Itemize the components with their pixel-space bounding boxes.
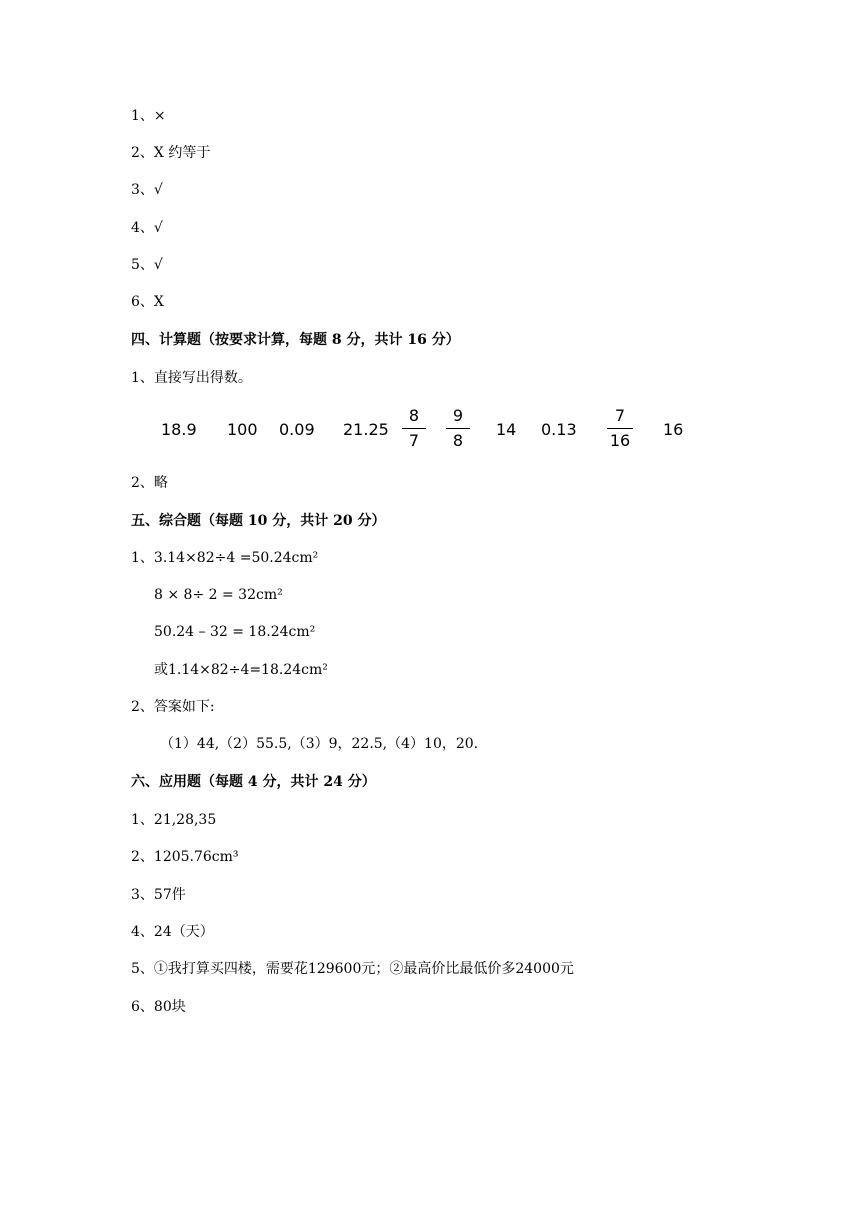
judge-item-1: 1、× xyxy=(131,108,166,124)
section-6-item: 6、80块 xyxy=(131,999,186,1015)
answer-value: 0.13 xyxy=(541,420,577,439)
fraction-denominator: 7 xyxy=(408,431,420,450)
section-5-q1-line: 1、3.14×82÷4 =50.24cm² xyxy=(131,550,319,566)
judge-item-4: 4、√ xyxy=(131,220,163,236)
section-6-item: 4、24（天） xyxy=(131,924,214,940)
fraction xyxy=(607,406,633,451)
section-5-title: 五、综合题（每题 10 分，共计 20 分） xyxy=(131,513,386,529)
fraction-numerator: 7 xyxy=(607,406,633,429)
answer-row xyxy=(0,406,865,456)
judge-item-6: 6、X xyxy=(131,294,164,310)
answer-value: 18.9 xyxy=(161,420,197,439)
section-5-q1-line: 50.24 – 32 = 18.24cm² xyxy=(154,624,316,640)
judge-item-5: 5、√ xyxy=(131,257,163,273)
section-6-item: 5、①我打算买四楼，需要花129600元；②最高价比最低价多24000元 xyxy=(131,961,574,977)
section-5-q2: 2、答案如下: xyxy=(131,699,215,715)
fraction-numerator: 8 xyxy=(402,406,426,429)
section-5-q2-answer: （1）44,（2）55.5,（3）9，22.5,（4）10，20. xyxy=(160,736,479,752)
judge-item-3: 3、√ xyxy=(131,182,163,198)
fraction xyxy=(446,406,470,451)
answer-value: 100 xyxy=(227,420,258,439)
section-6-item: 1、21,28,35 xyxy=(131,812,217,828)
answer-value: 16 xyxy=(663,420,684,439)
answer-value: 14 xyxy=(496,420,517,439)
section-4-q1: 1、直接写出得数。 xyxy=(131,370,252,386)
fraction-denominator: 8 xyxy=(452,431,464,450)
fraction-numerator: 9 xyxy=(446,406,470,429)
section-4-q2: 2、略 xyxy=(131,475,168,491)
section-5-q1-line: 8 × 8÷ 2 = 32cm² xyxy=(154,587,283,603)
fraction-denominator: 16 xyxy=(609,431,631,450)
section-6-title: 六、应用题（每题 4 分，共计 24 分） xyxy=(131,774,376,790)
section-4-title: 四、计算题（按要求计算，每题 8 分，共计 16 分） xyxy=(131,332,460,348)
section-6-item: 2、1205.76cm³ xyxy=(131,849,239,865)
fraction xyxy=(402,406,426,451)
section-6-item: 3、57件 xyxy=(131,887,186,903)
section-5-q1-line: 或1.14×82÷4=18.24cm² xyxy=(154,662,328,678)
answer-value: 21.25 xyxy=(343,420,389,439)
judge-item-2: 2、X 约等于 xyxy=(131,145,211,161)
answer-value: 0.09 xyxy=(279,420,315,439)
